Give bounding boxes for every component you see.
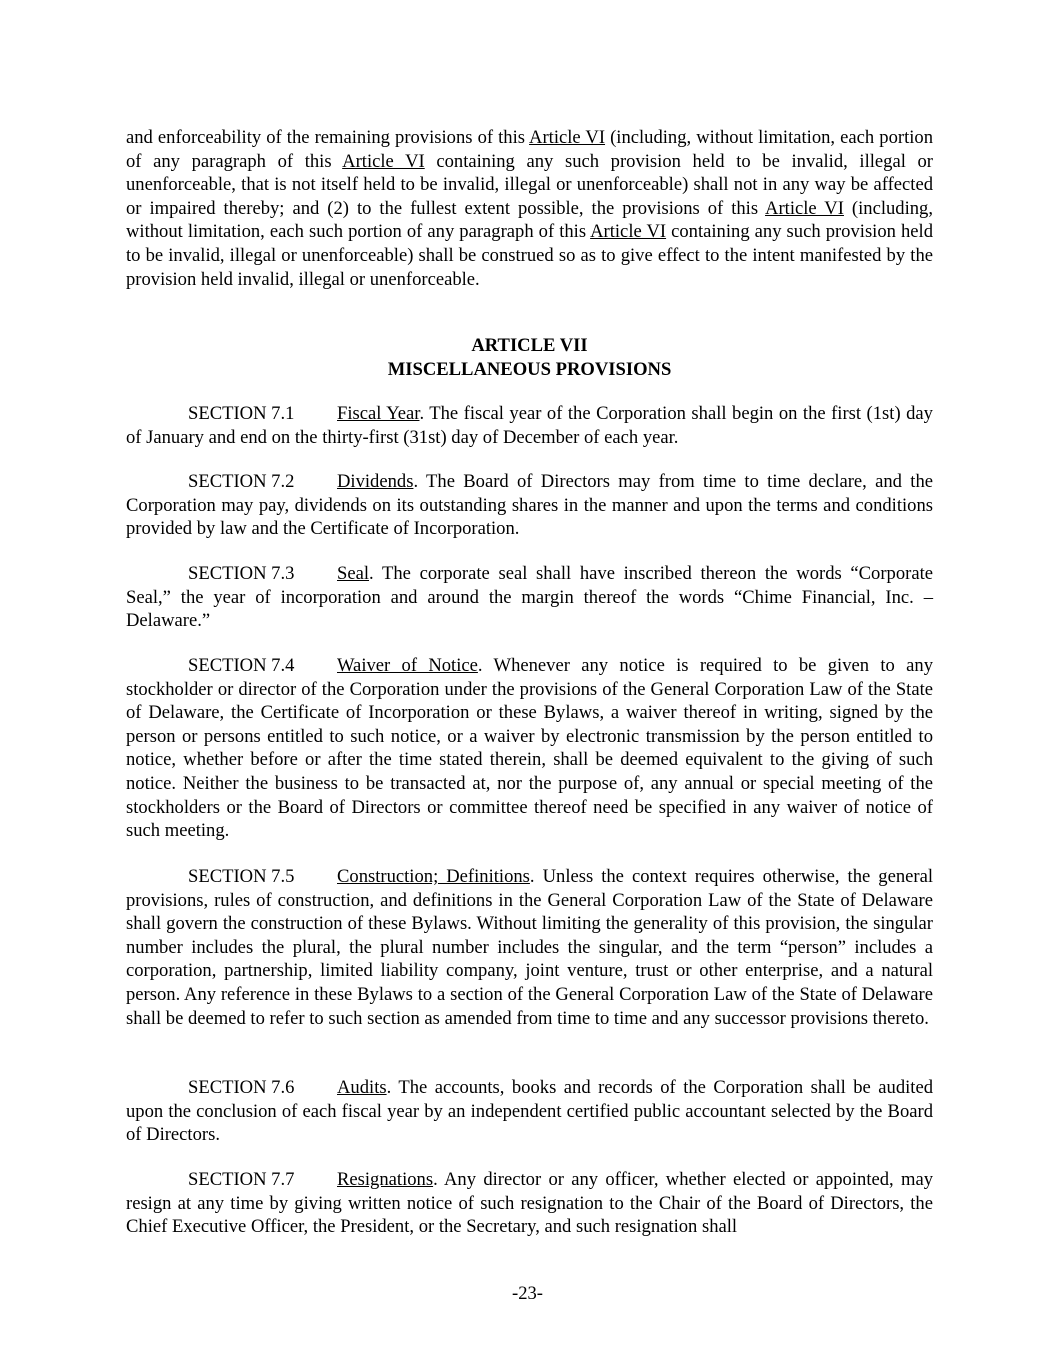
section-paragraph bbox=[126, 654, 933, 843]
article-vi-reference: Article VI bbox=[529, 127, 606, 148]
section-heading: Fiscal Year bbox=[337, 403, 420, 424]
section-paragraph bbox=[126, 865, 933, 1030]
section-number: SECTION 7.6 bbox=[188, 1077, 295, 1098]
section-heading: Seal bbox=[337, 563, 370, 584]
article-title: MISCELLANEOUS PROVISIONS bbox=[387, 359, 672, 380]
section-number: SECTION 7.2 bbox=[188, 471, 295, 492]
section-text: . Any director or any officer, whether elected or appointed, may resign at any time by giving written notice of such resignation to the Chair of the Board of Directors, the Chief Executive Officer, the President, or the Secretary, and such resignation shall bbox=[126, 1169, 933, 1238]
section-heading: Waiver of Notice bbox=[337, 655, 478, 676]
section-number: SECTION 7.4 bbox=[188, 655, 295, 676]
section-number: SECTION 7.7 bbox=[188, 1169, 295, 1190]
section-number: SECTION 7.1 bbox=[188, 403, 295, 424]
section-heading: Construction; Definitions bbox=[337, 866, 530, 887]
section-heading: Resignations bbox=[337, 1169, 434, 1190]
section-text: . Unless the context requires otherwise, the general provisions, rules of construction, and definitions in the General Corporation Law of the State of Delaware shall govern the construction of these Bylaws. Without limiting the generality of this provision, the singular number includes the plural, the plural number includes the singular, and the term “person” includes a corporation, partnership, limited liability company, joint venture, trust or other enterprise, and a natural person. Any reference in these Bylaws to a section of the General Corporation Law of the State of Delaware shall be deemed to refer to such section as amended from time to time and any successor provisions thereto. bbox=[126, 866, 933, 1029]
section-number: SECTION 7.5 bbox=[188, 866, 295, 887]
intro-paragraph bbox=[126, 126, 933, 291]
section-text: . Whenever any notice is required to be given to any stockholder or director of the Corporation under the provisions of the General Corporation Law of the State of Delaware, the Certificate of Incorporation or these Bylaws, a waiver thereof in writing, signed by the person or persons entitled to such notice, or a waiver by electronic transmission by the person entitled to notice, whether before or after the time stated therein, shall be deemed equivalent to the giving of such notice. Neither the business to be transacted at, nor the purpose of, any annual or special meeting of the stockholders or the Board of Directors or committee thereof need be specified in any waiver of notice of such meeting. bbox=[126, 655, 933, 842]
article-vi-reference: Article VI bbox=[342, 150, 425, 172]
section-text: . The fiscal year of the Corporation shall begin on the first (1st) day of January and end on the thirty-first (31st) day of December of each year. bbox=[126, 403, 933, 448]
article-number: ARTICLE VII bbox=[471, 335, 588, 356]
intro-text: (including, without limitation, each such portion of any paragraph of this bbox=[126, 197, 933, 243]
section-text: . The corporate seal shall have inscribed thereon the words “Corporate Seal,” the year of incorporation and around the margin thereof the words “Chime Financial, Inc. – Delaware.” bbox=[126, 563, 933, 632]
section-number: SECTION 7.3 bbox=[188, 563, 295, 584]
section-paragraph bbox=[126, 1076, 933, 1147]
section-text: . The Board of Directors may from time to time declare, and the Corporation may pay, dividends on its outstanding shares in the manner and upon the terms and conditions provided by law and the Certificate of Incorporation. bbox=[126, 471, 933, 540]
section-paragraph bbox=[126, 402, 933, 449]
intro-text: containing any such provision held to be invalid, illegal or unenforceable) shall be construed so as to give effect to the intent manifested by the provision held invalid, illegal or unenforceable. bbox=[126, 221, 933, 290]
page-number: -23- bbox=[512, 1283, 543, 1304]
article-vi-reference: Article VI bbox=[590, 221, 667, 243]
section-paragraph bbox=[126, 470, 933, 541]
section-paragraph bbox=[126, 562, 933, 633]
section-heading: Audits bbox=[337, 1077, 387, 1098]
article-vi-reference: Article VI bbox=[765, 197, 844, 219]
section-heading: Dividends bbox=[337, 471, 414, 492]
section-paragraph bbox=[126, 1168, 933, 1239]
intro-text: and enforceability of the remaining provisions of this bbox=[126, 127, 530, 148]
section-text: . The accounts, books and records of the Corporation shall be audited upon the conclusion of each fiscal year by an independent certified public accountant selected by the Board of Directors. bbox=[126, 1077, 933, 1146]
intro-text: containing any such provision held to be invalid, illegal or unenforceable, that is not itself held to be invalid, illegal or unenforceable) shall not in any way be affected or impaired thereby; and (2) to the fullest extent possible, the provisions of this bbox=[126, 150, 933, 219]
article-heading bbox=[126, 334, 933, 382]
intro-text: (including, without limitation, each portion of any paragraph of this bbox=[126, 127, 933, 172]
